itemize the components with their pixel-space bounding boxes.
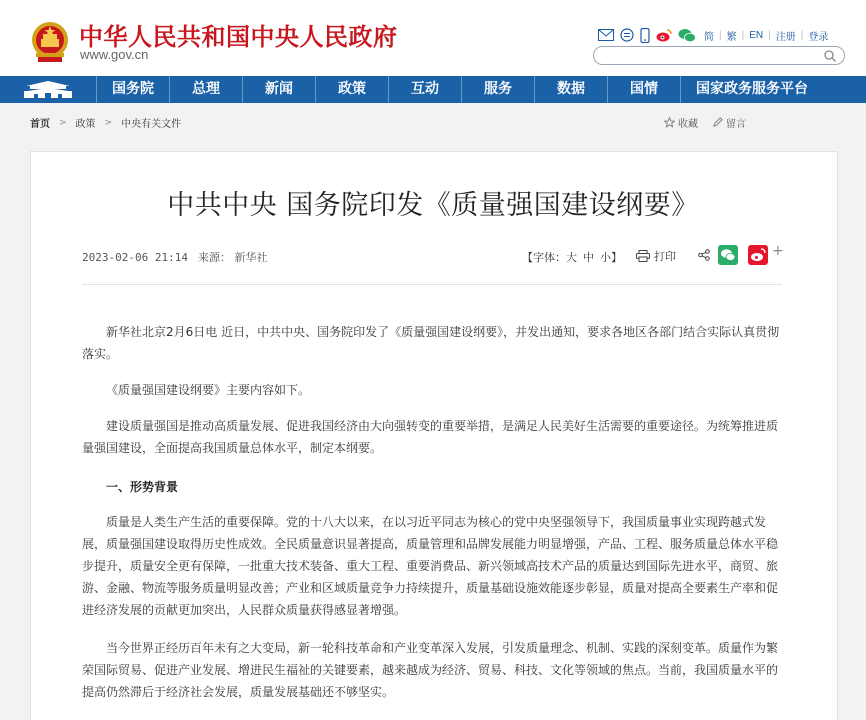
weibo-share-icon[interactable] bbox=[748, 245, 768, 265]
search-icon[interactable] bbox=[824, 50, 836, 62]
section-heading: 一、形势背景 bbox=[106, 480, 179, 494]
print-label: 打印 bbox=[654, 250, 676, 263]
nav-national-info[interactable]: 国情 bbox=[607, 76, 680, 103]
chevron-right-icon: > bbox=[104, 117, 113, 128]
article-paragraph: 新华社北京2月6日电 近日，中共中央、国务院印发了《质量强国建设纲要》，并发出通知，要求各地区各部门结合实际认真贯彻落实。 bbox=[82, 325, 780, 361]
breadcrumb-central-docs[interactable]: 中央有关文件 bbox=[121, 119, 182, 130]
main-nav bbox=[0, 76, 866, 103]
nav-state-council[interactable]: 国务院 bbox=[96, 76, 169, 103]
breadcrumb-home[interactable]: 首页 bbox=[30, 119, 50, 130]
message-button[interactable] bbox=[712, 115, 746, 130]
link-login[interactable]: 登录 bbox=[808, 31, 829, 43]
article-paragraph: 建设质量强国是推动高质量发展、促进我国经济由大向强转变的重要举措，是满足人民美好生活需要的重要途径。为统筹推进质量强国建设，全面提高我国质量总体水平，制定本纲要。 bbox=[82, 419, 779, 455]
font-medium-button[interactable]: 中 bbox=[583, 251, 594, 264]
page-tools bbox=[664, 115, 760, 130]
link-traditional[interactable]: 繁 bbox=[726, 31, 737, 43]
star-icon bbox=[664, 117, 675, 128]
link-simplified[interactable]: 简 bbox=[704, 31, 714, 43]
print-button[interactable] bbox=[636, 248, 676, 264]
wechat-icon[interactable] bbox=[678, 28, 696, 43]
printer-icon bbox=[636, 250, 650, 262]
more-share-icon[interactable]: + bbox=[772, 243, 784, 259]
chevron-right-icon: > bbox=[59, 117, 67, 128]
article-paragraph: 《质量强国建设纲要》主要内容如下。 bbox=[106, 383, 311, 397]
nav-premier[interactable]: 总理 bbox=[169, 76, 242, 103]
home-nav-icon[interactable] bbox=[0, 76, 96, 103]
article-paragraph: 质量是人类生产生活的重要保障。党的十八大以来，在以习近平同志为核心的党中央坚强领导下，我国质量事业实现跨越式发展，质量强国建设取得历史性成效。全民质量意识显著提高，质量管理和品牌发展能力明显增强，产品、工程、服务质量总体水平稳步提升，质量安全更有保障，一批重大技术装备、重大工程、重要消费品、新兴领域高技术产品的质量达到国际先进水平，商贸、旅游、金融、物流等服务质量明显改善；产业和区域质量竞争力持续提升，质量基础设施效能逐步彰显，质量对提高全要素生产率和促进经济发展的贡献更加突出，人民群众质量获得感显著增强。 bbox=[82, 515, 779, 617]
top-toolbar bbox=[598, 26, 828, 44]
nav-interaction[interactable]: 互动 bbox=[388, 76, 461, 103]
breadcrumb-policy[interactable]: 政策 bbox=[75, 119, 96, 130]
tiananmen-icon bbox=[18, 80, 78, 100]
link-english[interactable]: EN bbox=[749, 29, 764, 41]
mobile-icon[interactable] bbox=[640, 28, 650, 43]
national-emblem-icon[interactable] bbox=[30, 20, 70, 64]
nav-services[interactable]: 服务 bbox=[461, 76, 534, 103]
article-date: 2023-02-06 21:14 bbox=[82, 251, 188, 264]
share-icon[interactable] bbox=[698, 249, 710, 261]
favorite-button[interactable] bbox=[664, 115, 698, 130]
font-size-label: 【字体： bbox=[522, 251, 566, 264]
favorite-label: 收藏 bbox=[678, 119, 698, 130]
font-large-button[interactable]: 大 bbox=[566, 251, 577, 264]
pencil-icon bbox=[712, 117, 723, 128]
font-small-button[interactable]: 小】 bbox=[600, 251, 622, 264]
site-header bbox=[0, 0, 866, 76]
site-title[interactable]: 中华人民共和国中央人民政府 bbox=[79, 23, 398, 51]
font-size-control bbox=[522, 249, 622, 265]
nav-data[interactable]: 数据 bbox=[534, 76, 607, 103]
nav-news[interactable]: 新闻 bbox=[242, 76, 315, 103]
article-title: 中共中央 国务院印发《质量强国建设纲要》 bbox=[167, 190, 699, 221]
message-label: 留言 bbox=[726, 119, 746, 130]
article-paragraph: 当今世界正经历百年未有之大变局，新一轮科技革命和产业变革深入发展，引发质量理念、机制、实践的深刻变革。质量作为繁荣国际贸易、促进产业发展、增进民生福祉的关键要素，越来越成为经济、贸易、科技、文化等领域的焦点。当前，我国质量水平的提高仍然滞后于经济社会发展，质量发展基础还不够坚实。 bbox=[82, 641, 779, 699]
share-bar bbox=[698, 245, 784, 265]
weibo-icon[interactable] bbox=[656, 28, 672, 42]
breadcrumb bbox=[30, 115, 181, 130]
search-input[interactable] bbox=[593, 46, 845, 65]
site-url[interactable]: www.gov.cn bbox=[80, 47, 149, 62]
message-icon[interactable] bbox=[620, 28, 634, 42]
nav-policy[interactable]: 政策 bbox=[315, 76, 388, 103]
mail-icon[interactable] bbox=[598, 29, 614, 41]
meta-divider bbox=[82, 284, 782, 285]
article-meta bbox=[82, 249, 267, 265]
link-register[interactable]: 注册 bbox=[775, 31, 796, 43]
wechat-share-icon[interactable] bbox=[718, 245, 738, 265]
language-links: 简 | 繁 | EN | 注册 | 登录 bbox=[704, 29, 829, 43]
nav-gov-service-platform[interactable]: 国家政务服务平台 bbox=[680, 76, 823, 103]
article-source: 来源： 新华社 bbox=[197, 251, 268, 264]
